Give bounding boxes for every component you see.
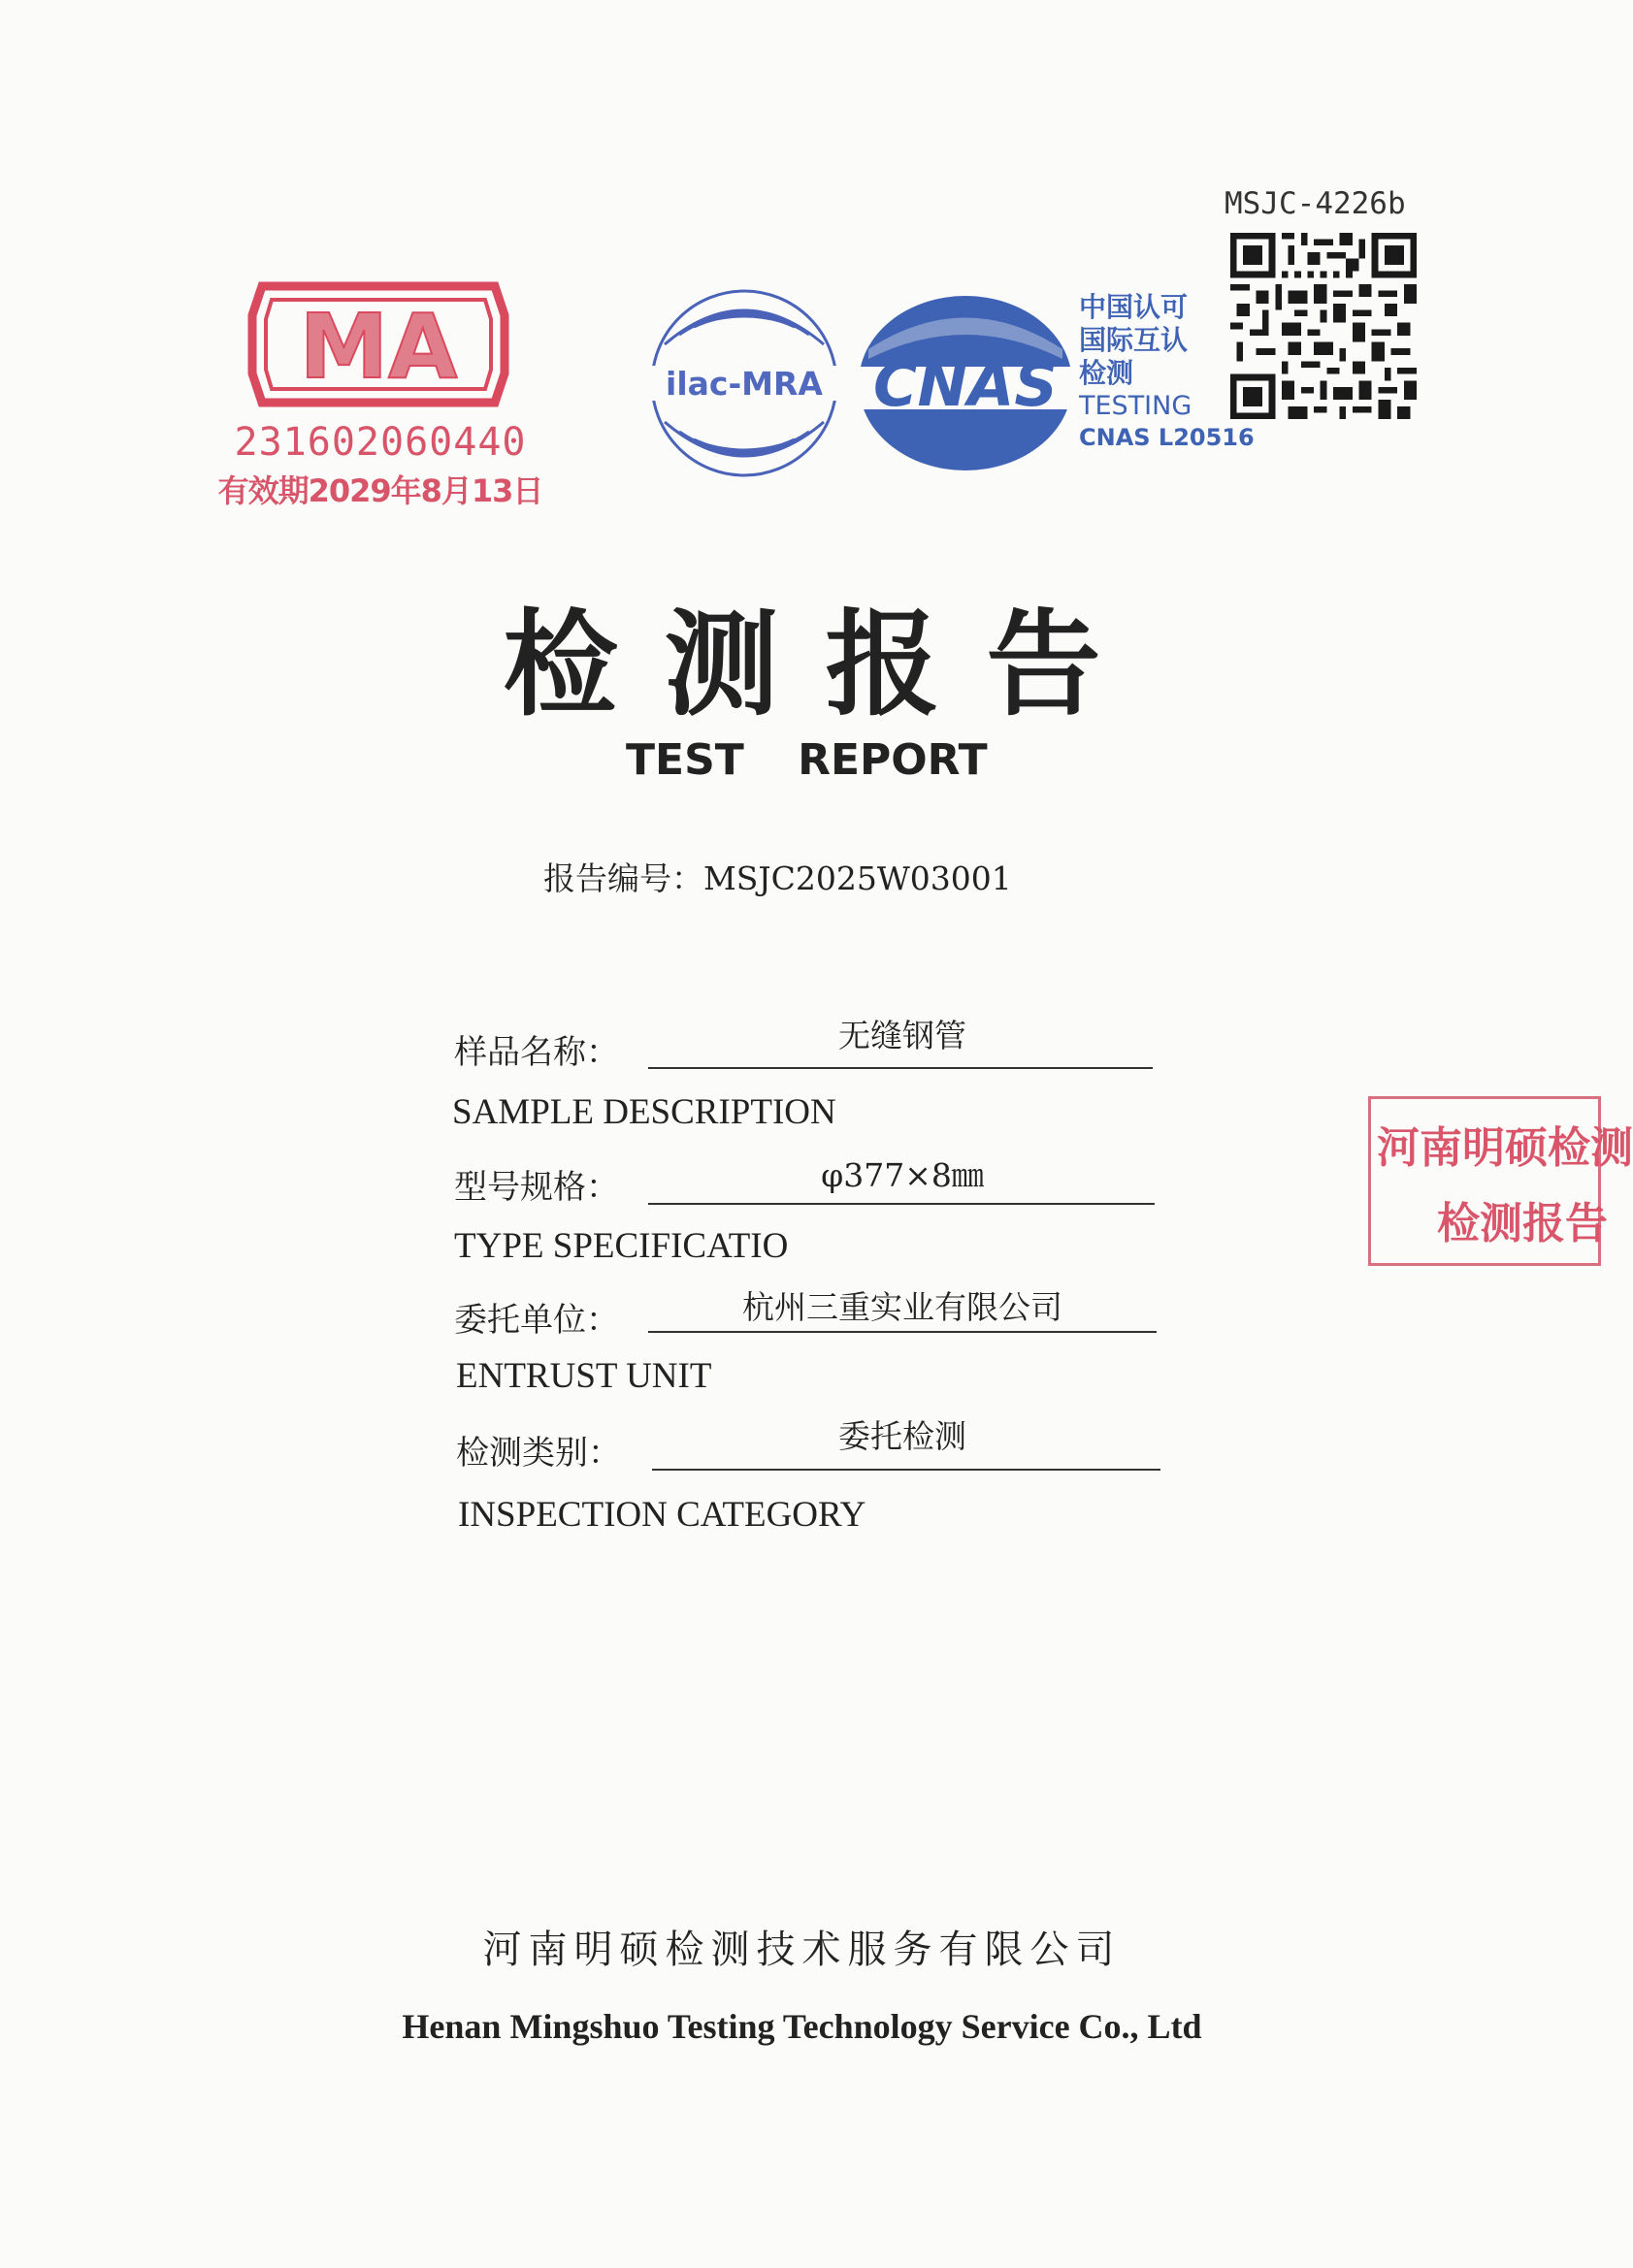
report-seal-stamp xyxy=(1368,1096,1633,1266)
page-title-cn: 检测报告 xyxy=(503,597,1148,731)
cnas-logo-icon xyxy=(854,291,1077,475)
svg-text:CNAS: CNAS xyxy=(872,349,1059,420)
cnas-line-2: 国际互认 xyxy=(1079,324,1189,356)
sample-underline xyxy=(648,1067,1153,1069)
client-label: 委托单位： xyxy=(454,1301,619,1340)
svg-text:MA: MA xyxy=(299,295,458,399)
client-value: 杭州三重实业有限公司 xyxy=(742,1288,1062,1326)
category-label: 检测类别： xyxy=(456,1434,621,1473)
company-name-en: Henan Mingshuo Testing Technology Service Co., Ltd xyxy=(402,2007,1202,2046)
client-underline xyxy=(648,1331,1157,1333)
cnas-line-1: 中国认可 xyxy=(1079,291,1189,323)
stamp-line-2: 检测报告 xyxy=(1437,1199,1608,1248)
cnas-line-4: TESTING xyxy=(1079,391,1192,421)
cma-logo-icon xyxy=(243,276,514,412)
category-value: 委托检测 xyxy=(838,1417,966,1455)
category-label-en: INSPECTION CATEGORY xyxy=(458,1495,866,1535)
category-underline xyxy=(652,1469,1160,1471)
page-title-en: TEST REPORT xyxy=(626,735,988,785)
sample-label-en: SAMPLE DESCRIPTION xyxy=(452,1092,836,1132)
cnas-line-3: 检测 xyxy=(1079,357,1134,389)
report-number: 报告编号：MSJC2025W03001 xyxy=(543,859,1012,897)
ilac-mra-logo-icon xyxy=(645,286,844,480)
sample-label: 样品名称： xyxy=(454,1033,619,1072)
model-underline xyxy=(648,1203,1155,1205)
cnas-number: CNAS L20516 xyxy=(1079,424,1255,451)
sample-value: 无缝钢管 xyxy=(838,1017,966,1054)
model-label: 型号规格： xyxy=(454,1168,619,1207)
document-code: MSJC-4226b xyxy=(1225,186,1406,221)
stamp-line-1: 河南明硕检测 xyxy=(1377,1123,1633,1173)
model-label-en: TYPE SPECIFICATIO xyxy=(454,1226,789,1266)
cma-stamp xyxy=(215,276,545,519)
cma-number: 231602060440 xyxy=(234,420,527,465)
cma-valid-date: 有效期2029年8月13日 xyxy=(217,472,543,509)
company-name-cn: 河南明硕检测技术服务有限公司 xyxy=(482,1928,1122,1972)
qr-code-icon[interactable] xyxy=(1230,233,1417,419)
model-value: φ377×8㎜ xyxy=(821,1156,984,1194)
cnas-accreditation-text xyxy=(1079,291,1255,452)
svg-text:ilac-MRA: ilac-MRA xyxy=(666,365,823,403)
client-label-en: ENTRUST UNIT xyxy=(456,1356,712,1396)
